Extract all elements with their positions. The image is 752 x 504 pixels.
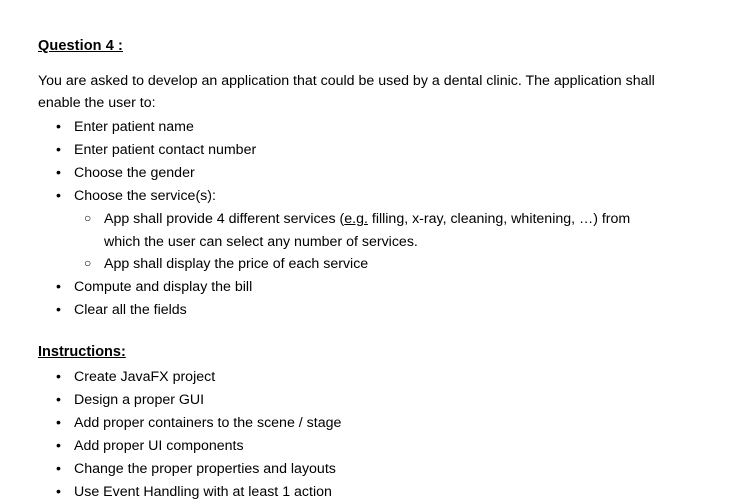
list-item-label: Create JavaFX project	[74, 369, 216, 386]
bullet-icon: •	[56, 165, 61, 181]
requirements-list	[38, 116, 692, 322]
bullet-icon: •	[56, 415, 61, 432]
bullet-icon: •	[56, 484, 61, 501]
list-item	[38, 366, 692, 389]
sub-list-item-label: App shall display the price of each service	[104, 256, 369, 273]
sub-list-item-underlined-term: e.g.	[344, 211, 368, 227]
bullet-icon: •	[56, 392, 61, 409]
list-item	[38, 162, 692, 185]
list-item	[38, 412, 692, 435]
list-item	[38, 435, 692, 458]
list-item-label: Clear all the fields	[74, 302, 187, 319]
sub-list-item	[74, 253, 692, 276]
list-item-label: Add proper containers to the scene / stage	[74, 415, 342, 432]
list-item-label: Enter patient contact number	[74, 142, 257, 158]
list-item	[38, 116, 692, 139]
list-item-label: Compute and display the bill	[74, 279, 253, 296]
sub-list-item-suffix: filling, x-ray, cleaning, whitening, …) from	[367, 211, 631, 227]
bullet-icon: •	[56, 369, 61, 386]
list-item	[38, 458, 692, 481]
list-item-label: Use Event Handling with at least 1 action	[74, 484, 332, 501]
list-item-label: Add proper UI components	[74, 438, 244, 455]
question-intro-paragraph: You are asked to develop an application that could be used by a dental clinic. The application shall enable the user to:	[38, 73, 655, 111]
list-item	[38, 276, 692, 299]
circle-bullet-icon: ○	[84, 211, 92, 225]
list-item-label: Enter patient name	[74, 119, 194, 135]
list-item	[38, 185, 692, 276]
list-item	[38, 299, 692, 322]
list-item-label: Choose the service(s):	[74, 188, 216, 204]
bullet-icon: •	[56, 302, 61, 319]
list-item	[38, 139, 692, 162]
bullet-icon: •	[56, 188, 61, 204]
bullet-icon: •	[56, 438, 61, 455]
sub-list-item-prefix: App shall provide 4 different services (	[104, 211, 345, 227]
instructions-list	[38, 366, 692, 504]
list-item-label: Choose the gender	[74, 165, 195, 181]
list-item	[38, 481, 692, 504]
list-item-label: Design a proper GUI	[74, 392, 205, 409]
sub-list-item	[74, 208, 692, 231]
list-item-label: Change the proper properties and layouts	[74, 461, 336, 478]
instructions-title: Instructions:	[38, 344, 126, 361]
question-title: Question 4 :	[38, 38, 123, 54]
bullet-icon: •	[56, 461, 61, 478]
circle-bullet-icon: ○	[84, 256, 92, 271]
bullet-icon: •	[56, 119, 61, 135]
bullet-icon: •	[56, 142, 61, 158]
bullet-icon: •	[56, 279, 61, 296]
sub-list-item-continuation: which the user can select any number of services.	[104, 233, 418, 250]
service-sub-list	[74, 208, 692, 276]
list-item	[38, 389, 692, 412]
